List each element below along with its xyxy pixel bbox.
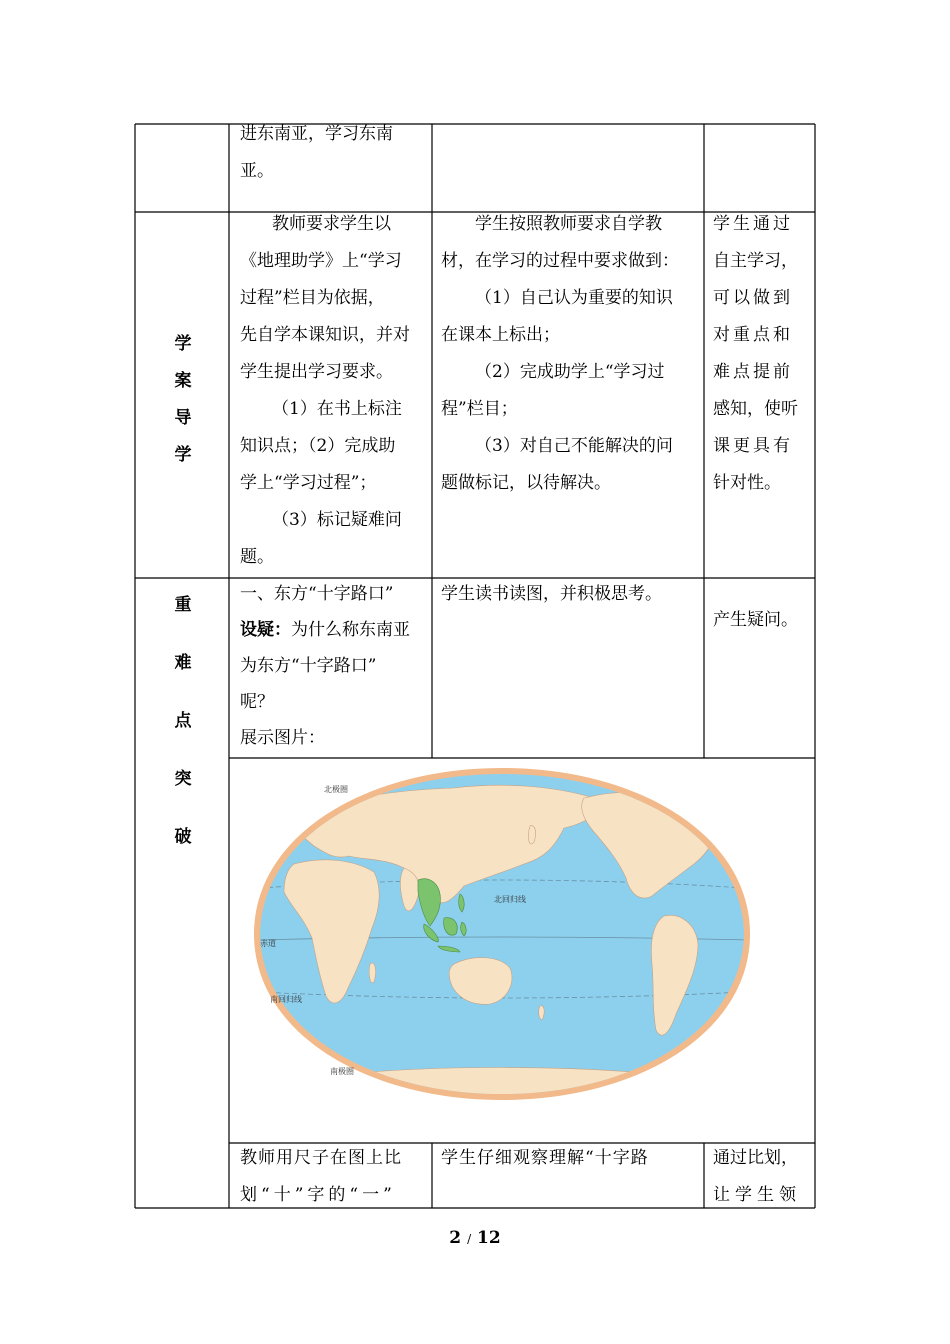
row4-design-intent — [713, 1140, 811, 1214]
row3-student-activity — [441, 576, 703, 612]
text-line: 先自学本课知识，并对 — [240, 325, 410, 345]
text-line: 教师要求学生以 — [272, 214, 391, 234]
text-line: （1）在书上标注 — [272, 399, 402, 419]
text-line: 可以做到 — [713, 288, 793, 308]
label-char: 点 — [174, 711, 192, 731]
row1-line: 亚。 — [240, 161, 274, 181]
text-line: 学生仔细观察理解“十字路 — [441, 1148, 649, 1168]
text-line: 呢？ — [240, 692, 274, 712]
row2-section-label — [135, 326, 231, 474]
page-number — [0, 1228, 950, 1248]
row3-design-intent — [713, 602, 811, 638]
text-line: 材，在学习的过程中要求做到： — [441, 251, 679, 271]
text-line: 过程”栏目为依据， — [240, 288, 385, 308]
row3-section-label — [135, 576, 231, 866]
text-line: 感知，使听 — [713, 399, 798, 419]
text-line: 针对性。 — [713, 473, 781, 493]
text-line: 《地理助学》上“学习 — [240, 251, 402, 271]
question-label: 设疑： — [240, 620, 291, 640]
text-line: 难点提前 — [713, 362, 793, 382]
label-antarctic-circle: 南极圈 — [330, 1067, 354, 1076]
text-line: 学生通过 — [713, 214, 793, 234]
label-char: 突 — [174, 769, 192, 789]
label-tropic-north: 北回归线 — [494, 895, 526, 904]
world-map-image — [254, 768, 750, 1100]
label-tropic-south: 南回归线 — [270, 995, 302, 1004]
row4-student-activity — [441, 1140, 703, 1177]
text-line: 教师用尺子在图上比 — [240, 1148, 402, 1168]
row2-student-activity — [441, 206, 703, 502]
text-line: （2）完成助学上“学习过 — [475, 362, 665, 382]
label-equator: 赤道 — [260, 939, 276, 948]
label-char: 难 — [174, 653, 192, 673]
text-line: 学生按照教师要求自学教 — [475, 214, 662, 234]
text-line: 知识点；（2）完成助 — [240, 436, 396, 456]
label-char: 破 — [174, 827, 192, 847]
row2-design-intent — [713, 206, 811, 502]
text-line: 学生提出学习要求。 — [240, 362, 393, 382]
text-line: （3）标记疑难问 — [272, 510, 402, 530]
label-char: 案 — [174, 371, 192, 391]
row3-teacher-activity — [240, 576, 430, 756]
text-line: 在课本上标出； — [441, 325, 560, 345]
label-char: 学 — [174, 445, 192, 465]
row1-activity-cell — [240, 116, 428, 190]
row2-teacher-activity — [240, 206, 430, 576]
row1-line: 进东南亚，学习东南 — [240, 124, 393, 144]
text-line: 划“十”字的“一” — [240, 1185, 396, 1205]
text-line: 产生疑问。 — [713, 610, 798, 630]
page-separator: / — [467, 1232, 472, 1246]
row4-teacher-activity — [240, 1140, 430, 1214]
text-line: 让学生领 — [713, 1185, 801, 1205]
text-line: 为东方“十字路口” — [240, 656, 377, 676]
text-line: 对重点和 — [713, 325, 793, 345]
text-line: 学生读书读图，并积极思考。 — [441, 584, 662, 604]
text-line: 通过比划， — [713, 1148, 798, 1168]
text-line: （3）对自己不能解决的问 — [475, 436, 673, 456]
label-char: 导 — [174, 408, 192, 428]
land-madagascar — [369, 963, 375, 983]
text-line: 自主学习， — [713, 251, 798, 271]
question-line — [240, 612, 430, 648]
question-text: 为什么称东南亚 — [291, 620, 410, 640]
text-line: 程”栏目； — [441, 399, 518, 419]
text-line: 课更具有 — [713, 436, 793, 456]
text-line: 展示图片： — [240, 728, 325, 748]
page-current: 2 — [449, 1228, 462, 1248]
page-total: 12 — [477, 1228, 501, 1248]
text-line: 题。 — [240, 547, 274, 567]
text-line: 学上“学习过程”； — [240, 473, 377, 493]
section-heading: 一、东方“十字路口” — [240, 584, 394, 604]
label-char: 学 — [174, 334, 192, 354]
label-arctic-circle: 北极圈 — [324, 785, 348, 794]
text-line: 题做标记，以待解决。 — [441, 473, 611, 493]
label-char: 重 — [174, 595, 192, 615]
text-line: （1）自己认为重要的知识 — [475, 288, 673, 308]
